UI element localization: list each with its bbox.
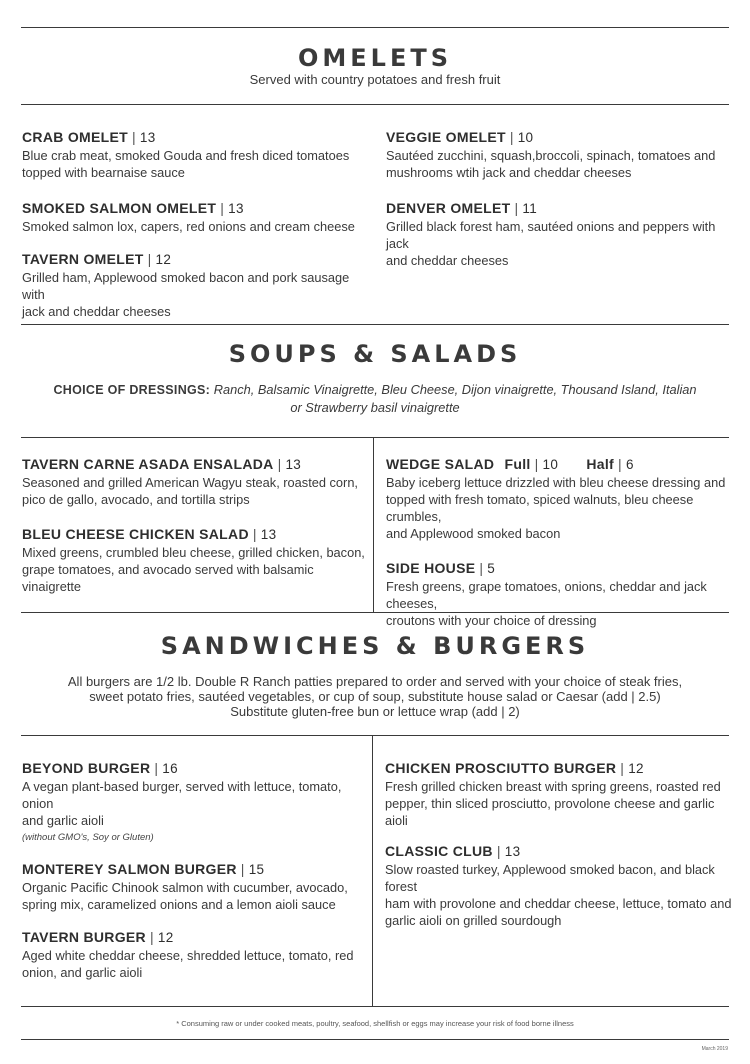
sandwiches-right-column <box>385 759 735 947</box>
sandwiches-left-column <box>22 759 367 999</box>
item-name: DENVER OMELET <box>386 200 511 216</box>
menu-item: DENVER OMELET | 11 Grilled black forest ham, sautéed onions and peppers with jack and cheddar cheeses <box>386 199 731 269</box>
item-description: Sautéed zucchini, squash,broccoli, spinach, tomatoes and <box>386 148 716 163</box>
dressings-list: Ranch, Balsamic Vinaigrette, Bleu Cheese, Dijon vinaigrette, Thousand Island, Italian <box>213 382 697 397</box>
item-name: SMOKED SALMON OMELET <box>22 200 217 216</box>
menu-item: TAVERN CARNE ASADA ENSALADA | 13 Seasoned and grilled American Wagyu steak, roasted corn, pico de gallo, avocado, and tortilla strips <box>22 455 367 508</box>
menu-item: TAVERN OMELET | 12 Grilled ham, Applewood smoked bacon and pork sausage with jack and cheddar cheeses <box>22 250 367 320</box>
divider <box>21 104 729 105</box>
item-description: spring mix, caramelized onions and a lemon aioli sauce <box>22 897 336 912</box>
half-label: Half <box>586 456 615 472</box>
divider <box>21 1039 729 1040</box>
item-price: 11 <box>522 201 538 216</box>
dressings-info-continued <box>0 400 750 416</box>
item-price: 13 <box>139 130 156 145</box>
item-description: pico de gallo, avocado, and tortilla strips <box>22 492 250 507</box>
menu-item: CLASSIC CLUB | 13 Slow roasted turkey, Applewood smoked bacon, and black forest ham with provolone and cheddar cheese, lettuce, tomato and garlic aioli on grilled sourdough <box>385 842 735 929</box>
menu-item: BLEU CHEESE CHICKEN SALAD | 13 Mixed greens, crumbled bleu cheese, grilled chicken, bacon, grape tomatoes, and avocado served with balsamic vinaigrette <box>22 525 367 595</box>
menu-date: March 2019 <box>701 1046 728 1052</box>
section-subtitle-omelets: Served with country potatoes and fresh fruit <box>249 72 501 87</box>
item-description: topped with fresh tomato, spiced walnuts, bleu cheese crumbles, <box>386 492 694 524</box>
item-price: 5 <box>487 561 496 576</box>
menu-item: SMOKED SALMON OMELET | 13 Smoked salmon lox, capers, red onions and cream cheese <box>22 199 367 235</box>
burger-info: All burgers are 1/2 lb. Double R Ranch patties prepared to order and served with your choice of steak fries, <box>67 674 683 689</box>
divider <box>21 437 729 438</box>
item-name: BLEU CHEESE CHICKEN SALAD <box>22 526 249 542</box>
item-description: Slow roasted turkey, Applewood smoked bacon, and black forest <box>385 862 715 894</box>
section-title-omelets: OMELETS <box>297 44 453 72</box>
item-name: SIDE HOUSE <box>386 560 476 576</box>
item-description: onion, and garlic aioli <box>22 965 143 980</box>
item-name: VEGGIE OMELET <box>386 129 506 145</box>
divider <box>21 27 729 28</box>
item-description: Baby iceberg lettuce drizzled with bleu cheese dressing and <box>386 475 726 490</box>
item-description: topped with bearnaise sauce <box>22 165 185 180</box>
item-name: MONTEREY SALMON BURGER <box>22 861 237 877</box>
menu-item: CRAB OMELET | 13 Blue crab meat, smoked Gouda and fresh diced tomatoes topped with bearnaise sauce <box>22 128 367 181</box>
item-price: 12 <box>628 761 644 776</box>
item-description: Mixed greens, crumbled bleu cheese, grilled chicken, bacon, <box>22 545 365 560</box>
item-price: 12 <box>155 252 172 267</box>
item-description: Organic Pacific Chinook salmon with cucumber, avocado, <box>22 880 348 895</box>
column-divider <box>372 735 373 1006</box>
item-description: Grilled black forest ham, sautéed onions and peppers with jack <box>386 219 716 251</box>
item-name: TAVERN CARNE ASADA ENSALADA <box>22 456 274 472</box>
item-description: mushrooms wtih jack and cheddar cheeses <box>386 165 632 180</box>
item-name: WEDGE SALAD <box>386 456 495 472</box>
item-description: ham with provolone and cheddar cheese, lettuce, tomato and <box>385 896 732 911</box>
item-description: and garlic aioli <box>22 813 104 828</box>
item-description: Seasoned and grilled American Wagyu steak, roasted corn, <box>22 475 358 490</box>
burger-info: Substitute gluten-free bun or lettuce wrap (add | 2) <box>230 704 520 719</box>
soups-right-column <box>386 455 736 647</box>
column-divider <box>373 437 374 612</box>
omelets-left-column <box>22 128 367 338</box>
full-label: Full <box>504 456 531 472</box>
divider <box>21 1006 729 1007</box>
item-name: TAVERN BURGER <box>22 929 146 945</box>
item-description: garlic aioli on grilled sourdough <box>385 913 562 928</box>
item-description: Fresh grilled chicken breast with spring greens, roasted red <box>385 779 721 794</box>
item-price: 6 <box>625 457 634 472</box>
item-description: and Applewood smoked bacon <box>386 526 561 541</box>
item-description: Smoked salmon lox, capers, red onions and cream cheese <box>22 219 355 234</box>
dressings-label: CHOICE OF DRESSINGS: <box>53 383 211 397</box>
item-price: 10 <box>517 130 534 145</box>
item-price: 13 <box>285 457 302 472</box>
dressings-list: or Strawberry basil vinaigrette <box>290 400 460 415</box>
section-title-sandwiches-burgers: SANDWICHES & BURGERS <box>160 632 590 660</box>
item-name: TAVERN OMELET <box>22 251 144 267</box>
menu-item: WEDGE SALAD Full | 10 Half | 6 Baby iceberg lettuce drizzled with bleu cheese dressing and topped with fresh tomato, spiced walnuts, bleu cheese crumbles, and Applewood smoked bacon <box>386 455 736 542</box>
item-note: (without GMO's, Soy or Gluten) <box>22 832 154 843</box>
item-description: Grilled ham, Applewood smoked bacon and pork sausage with <box>22 270 350 302</box>
item-description: Aged white cheddar cheese, shredded lettuce, tomato, red <box>22 948 354 963</box>
item-price: 13 <box>228 201 244 216</box>
dressings-info <box>0 382 750 398</box>
food-safety-disclaimer: * Consuming raw or under cooked meats, poultry, seafood, shellfish or eggs may increase your risk of food borne illness <box>176 1019 574 1028</box>
item-name: BEYOND BURGER <box>22 760 151 776</box>
item-description: A vegan plant-based burger, served with lettuce, tomato, onion <box>22 779 342 811</box>
item-description: Fresh greens, grape tomatoes, onions, cheddar and jack cheeses, <box>386 579 707 611</box>
menu-item: MONTEREY SALMON BURGER | 15 Organic Pacific Chinook salmon with cucumber, avocado, spring mix, caramelized onions and a lemon aioli sauce <box>22 860 367 913</box>
menu-item: VEGGIE OMELET | 10 Sautéed zucchini, squash,broccoli, spinach, tomatoes and mushrooms wtih jack and cheddar cheeses <box>386 128 731 181</box>
menu-item: TAVERN BURGER | 12 Aged white cheddar cheese, shredded lettuce, tomato, red onion, and garlic aioli <box>22 928 367 981</box>
item-price: 10 <box>542 457 559 472</box>
soups-left-column <box>22 455 367 613</box>
item-name: CRAB OMELET <box>22 129 128 145</box>
menu-item: BEYOND BURGER | 16 A vegan plant-based burger, served with lettuce, tomato, onion and garlic aioli (without GMO's, Soy or Gluten) <box>22 759 367 845</box>
item-price: 15 <box>248 862 265 877</box>
item-description: croutons with your choice of dressing <box>386 613 597 628</box>
menu-item: SIDE HOUSE | 5 Fresh greens, grape tomatoes, onions, cheddar and jack cheeses, croutons with your choice of dressing <box>386 559 736 629</box>
item-description: jack and cheddar cheeses <box>22 304 171 319</box>
item-price: 12 <box>157 930 174 945</box>
divider <box>21 735 729 736</box>
item-name: CLASSIC CLUB <box>385 843 493 859</box>
burger-info: sweet potato fries, sautéed vegetables, or cup of soup, substitute house salad or Caesar (add | 2.5) <box>89 689 661 704</box>
section-title-soups-salads: SOUPS & SALADS <box>228 340 522 368</box>
item-description: grape tomatoes, and avocado served with balsamic vinaigrette <box>22 562 314 594</box>
menu-item: CHICKEN PROSCIUTTO BURGER | 12 Fresh grilled chicken breast with spring greens, roasted red pepper, thin sliced prosciutto, provolone cheese and garlic aioli <box>385 759 735 829</box>
item-name: CHICKEN PROSCIUTTO BURGER <box>385 760 617 776</box>
item-price: 13 <box>504 844 521 859</box>
omelets-right-column <box>386 128 731 287</box>
item-price: 16 <box>162 761 178 776</box>
item-price: 13 <box>260 527 277 542</box>
item-description: pepper, thin sliced prosciutto, provolone cheese and garlic aioli <box>385 796 715 828</box>
item-description: Blue crab meat, smoked Gouda and fresh diced tomatoes <box>22 148 350 163</box>
item-description: and cheddar cheeses <box>386 253 509 268</box>
